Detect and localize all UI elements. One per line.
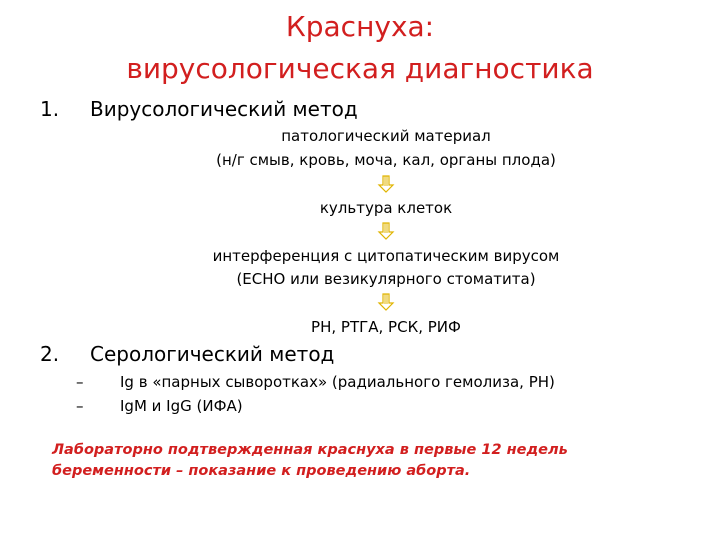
list-bullet: – bbox=[76, 397, 84, 415]
section2-number: 2. bbox=[40, 342, 60, 366]
double-down-arrow-icon bbox=[376, 293, 396, 311]
flow-step-cell-culture: культура клеток bbox=[319, 199, 453, 217]
double-down-arrow-icon bbox=[376, 175, 396, 193]
conclusion-line2: беременности – показание к проведению аборта. bbox=[52, 463, 471, 479]
conclusion-line1: Лабораторно подтвержденная краснуха в первые 12 недель bbox=[52, 442, 568, 458]
list-item: IgM и IgG (ИФА) bbox=[120, 397, 243, 415]
flow-step-interference-detail: (ЕСНО или везикулярного стоматита) bbox=[236, 270, 536, 288]
list-bullet: – bbox=[76, 373, 84, 391]
list-item: Ig в «парных сыворотках» (радиального гемолиза, РН) bbox=[120, 373, 555, 391]
section1-heading: Вирусологический метод bbox=[90, 97, 358, 121]
conclusion-note bbox=[52, 440, 672, 482]
section1-number: 1. bbox=[40, 97, 60, 121]
flow-step-material: патологический материал bbox=[281, 127, 491, 145]
double-down-arrow-icon bbox=[376, 222, 396, 240]
flow-step-material-detail: (н/г смыв, кровь, моча, кал, органы плода) bbox=[216, 151, 556, 169]
slide-title-line2: вирусологическая диагностика bbox=[126, 52, 594, 85]
section2-heading: Серологический метод bbox=[90, 342, 335, 366]
flow-step-tests: РН, РТГА, РСК, РИФ bbox=[311, 318, 461, 336]
flow-step-interference: интерференция с цитопатическим вирусом bbox=[212, 247, 560, 265]
slide-title-line1: Краснуха: bbox=[285, 10, 435, 43]
